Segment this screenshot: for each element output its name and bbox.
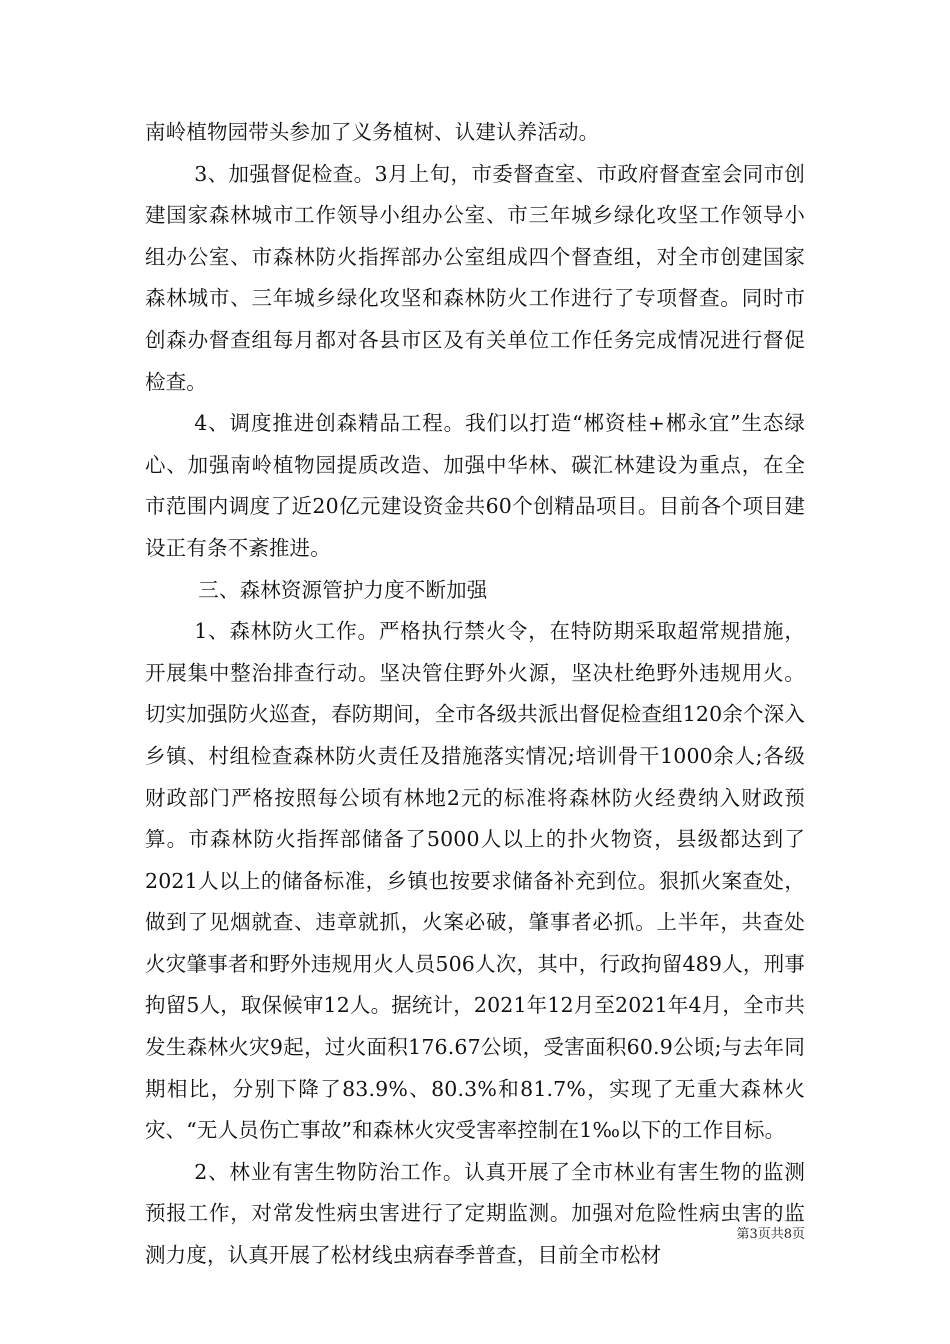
paragraph-continuation: 南岭植物园带头参加了义务植树、认建认养活动。	[145, 120, 600, 144]
paragraph-quality-projects: 4、调度推进创森精品工程。我们以打造“郴资桂+郴永宜”生态绿心、加强南岭植物园提质改造、加强中华林、碳汇林建设为重点，在全市范围内调度了近20亿元建设资金共60个创精品项目。目前各个项目建设正有条不紊推进。	[145, 411, 805, 560]
paragraph-supervision-inspection: 3、加强督促检查。3月上旬，市委督查室、市政府督查室会同市创建国家森林城市工作领导小组办公室、市三年城乡绿化攻坚工作领导小组办公室、市森林防火指挥部办公室组成四个督查组，对全市创建国家森林城市、三年城乡绿化攻坚和森林防火工作进行了专项督查。同时市创森办督查组每月都对各县市区及有关单位工作任务完成情况进行督促检查。	[145, 161, 805, 394]
paragraph-pest-control: 2、林业有害生物防治工作。认真开展了全市林业有害生物的监测预报工作，对常发性病虫害进行了定期监测。加强对危险性病虫害的监测力度，认真开展了松材线虫病春季普查，目前全市松材	[145, 1159, 805, 1268]
page-number-footer: 第3页共8页	[736, 1227, 805, 1242]
document-body	[145, 112, 805, 1277]
section-heading-forest-resources: 三、森林资源管护力度不断加强	[198, 577, 488, 602]
paragraph-fire-prevention: 1、森林防火工作。严格执行禁火令，在特防期采取超常规措施，开展集中整治排查行动。坚决管住野外火源，坚决杜绝野外违规用火。切实加强防火巡查，春防期间，全市各级共派出督促检查组120余个深入乡镇、村组检查森林防火责任及措施落实情况;培训骨干1000余人;各级财政部门严格按照每公顷有林地2元的标准将森林防火经费纳入财政预算。市森林防火指挥部储备了5000人以上的扑火物资，县级都达到了2021人以上的储备标准，乡镇也按要求储备补充到位。狠抓火案查处，做到了见烟就查、违章就抓，火案必破，肇事者必抓。上半年，共查处火灾肇事者和野外违规用火人员506人次，其中，行政拘留489人，刑事拘留5人，取保候审12人。据统计，2021年12月至2021年4月，全市共发生森林火灾9起，过火面积176.67公顷，受害面积60.9公顷;与去年同期相比，分别下降了83.9%、80.3%和81.7%，实现了无重大森林火灾、“无人员伤亡事故”和森林火灾受害率控制在1‰以下的工作目标。	[145, 619, 805, 1143]
